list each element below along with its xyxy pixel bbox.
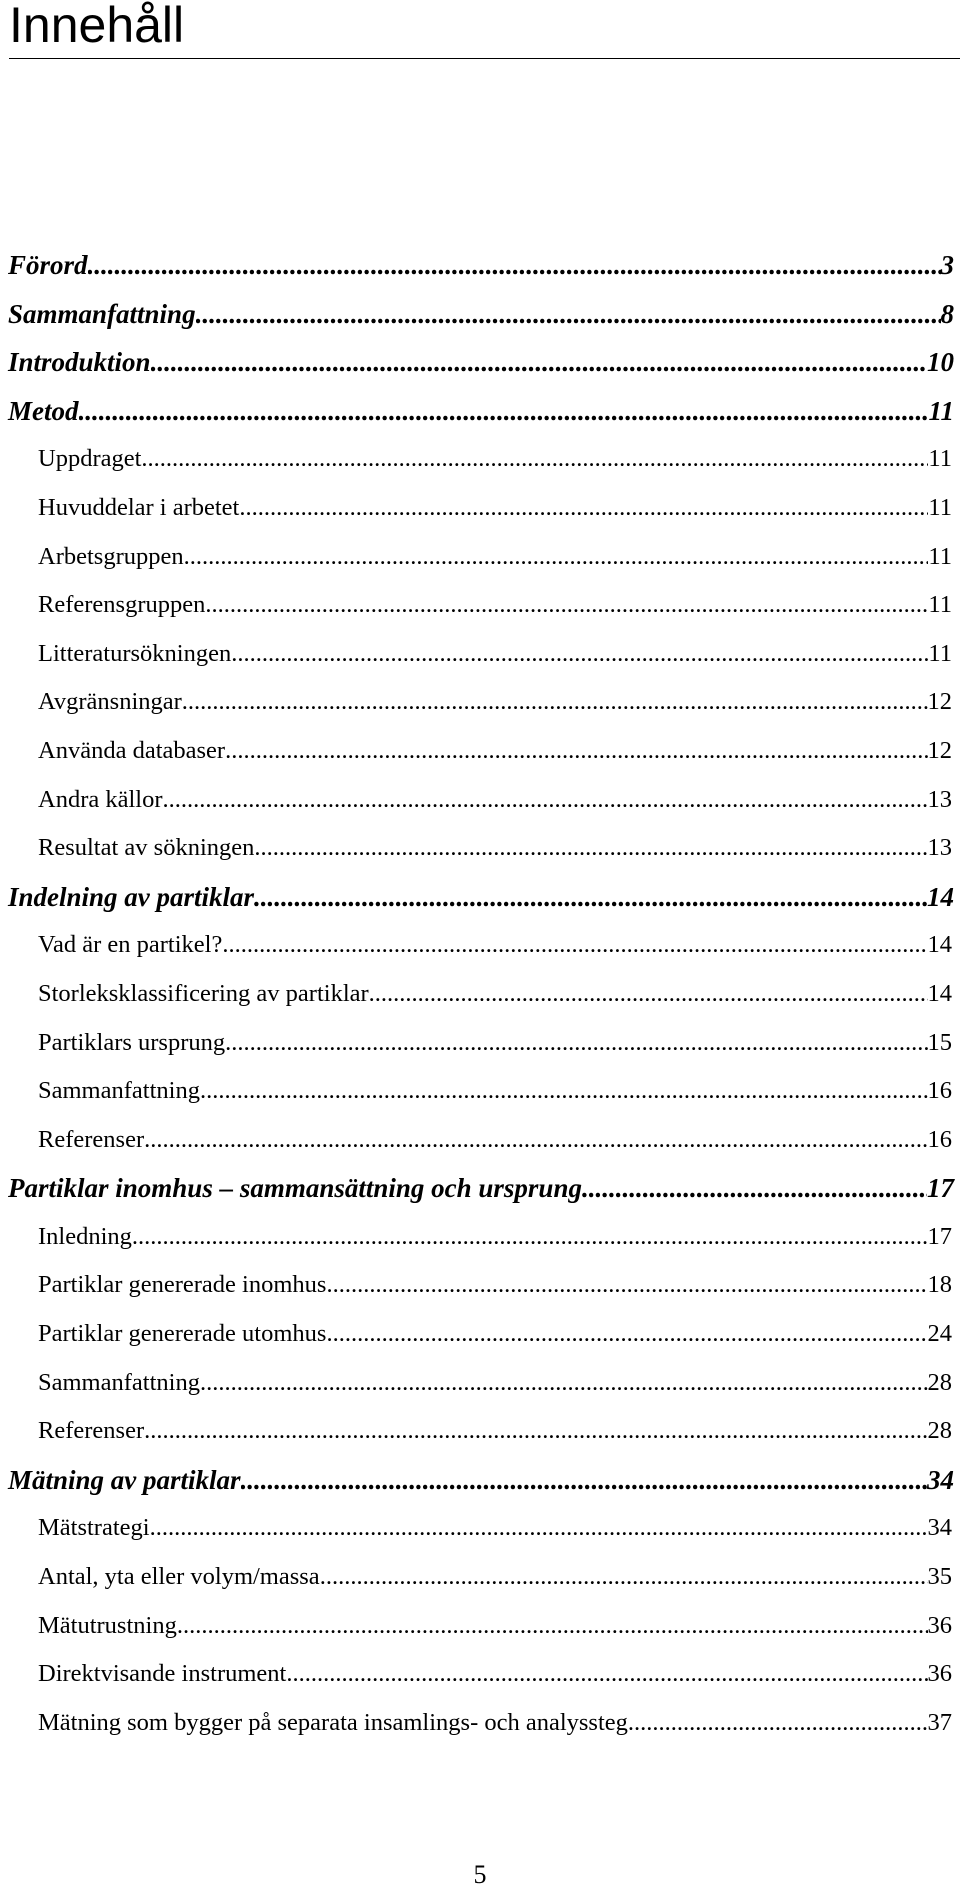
toc-entry-title: Använda databaser [38,736,226,764]
toc-dot-leader [628,1699,928,1748]
toc-entry-page-number: 11 [928,639,952,667]
toc-entry-page-number: 16 [927,1125,952,1153]
toc-dot-leader [196,290,941,339]
toc-dot-leader [184,533,929,582]
toc-entry-title: Mätning av partiklar [8,1464,241,1495]
toc-dot-leader [225,727,927,776]
toc-dot-leader [200,1067,928,1116]
toc-entry-page-number: 17 [927,1173,954,1204]
toc-section-entry[interactable] [0,435,960,484]
toc-entry-title: Storleksklassificering av partiklar [38,979,369,1007]
toc-entry-title: Litteratursökningen [38,639,232,667]
toc-entry-title: Sammanfattning [38,1077,200,1105]
toc-entry-page-number: 12 [927,736,952,764]
toc-entry-title: Referensgruppen [38,591,206,619]
toc-entry-page-number: 3 [940,250,954,280]
toc-section-entry[interactable] [0,1213,960,1262]
toc-entry-title: Introduktion [8,347,151,378]
toc-entry-title: Partiklars ursprung [38,1028,226,1056]
toc-dot-leader [132,1213,928,1262]
toc-entry-title: Partiklar inomhus – sammansättning och ursprung [8,1173,582,1204]
toc-entry-title: Uppdraget [38,445,142,473]
toc-entry-title: Förord [8,250,88,280]
toc-dot-leader [205,581,928,630]
toc-chapter-entry[interactable] [0,290,960,339]
toc-section-entry[interactable] [0,1504,960,1553]
toc-entry-page-number: 36 [927,1660,952,1688]
toc-dot-leader [254,873,927,922]
toc-section-entry[interactable] [0,484,960,533]
toc-section-entry[interactable] [0,1067,960,1116]
toc-entry-page-number: 28 [927,1417,952,1445]
toc-entry-page-number: 36 [927,1611,952,1639]
toc-dot-leader [144,1407,927,1456]
toc-dot-leader [150,1504,928,1553]
toc-entry-page-number: 8 [940,298,954,329]
toc-entry-page-number: 11 [928,591,952,619]
toc-entry-page-number: 11 [928,395,954,426]
toc-chapter-entry[interactable] [0,338,960,387]
toc-dot-leader [369,970,928,1019]
toc-dot-leader [144,1116,927,1165]
page-number: 5 [473,1860,487,1889]
toc-section-entry[interactable] [0,678,960,727]
toc-entry-page-number: 11 [928,493,952,521]
toc-entry-page-number: 14 [927,979,952,1007]
page-title: Innehåll [9,0,185,53]
toc-section-entry[interactable] [0,1602,960,1651]
toc-dot-leader [225,1019,927,1068]
toc-entry-page-number: 13 [927,785,952,813]
toc-entry-page-number: 24 [927,1320,952,1348]
toc-section-entry[interactable] [0,1116,960,1165]
toc-dot-leader [582,1164,927,1213]
toc-entry-title: Huvuddelar i arbetet [38,493,240,521]
toc-section-entry[interactable] [0,970,960,1019]
toc-section-entry[interactable] [0,1407,960,1456]
toc-section-entry[interactable] [0,921,960,970]
toc-section-entry[interactable] [0,1650,960,1699]
toc-dot-leader [222,921,927,970]
toc-section-entry[interactable] [0,727,960,776]
toc-dot-leader [231,630,928,679]
toc-dot-leader [200,1359,928,1408]
toc-entry-title: Inledning [38,1222,132,1250]
title-rule [9,58,960,59]
toc-section-entry[interactable] [0,1553,960,1602]
toc-entry-title: Indelning av partiklar [8,881,255,912]
toc-dot-leader [239,484,928,533]
toc-entry-page-number: 11 [928,542,952,570]
toc-entry-title: Resultat av sökningen [38,834,255,862]
toc-entry-page-number: 12 [927,688,952,716]
toc-section-entry[interactable] [0,776,960,825]
toc-dot-leader [320,1553,928,1602]
toc-entry-title: Direktvisande instrument [38,1660,287,1688]
toc-chapter-entry[interactable] [0,387,960,436]
toc-entry-page-number: 35 [927,1563,952,1591]
toc-entry-page-number: 37 [927,1708,952,1736]
toc-dot-leader [151,338,927,387]
toc-section-entry[interactable] [0,1310,960,1359]
toc-dot-leader [286,1650,927,1699]
toc-dot-leader [163,776,928,825]
toc-section-entry[interactable] [0,581,960,630]
toc-section-entry[interactable] [0,533,960,582]
toc-entry-title: Referenser [38,1417,145,1445]
toc-section-entry[interactable] [0,1359,960,1408]
toc-entry-title: Partiklar genererade utomhus [38,1320,327,1348]
toc-entry-title: Metod [8,395,79,426]
toc-entry-page-number: 11 [928,445,952,473]
table-of-contents [0,241,960,1747]
toc-entry-title: Avgränsningar [38,688,182,716]
toc-entry-page-number: 15 [927,1028,952,1056]
toc-entry-page-number: 17 [927,1222,952,1250]
toc-dot-leader [326,1310,927,1359]
toc-dot-leader [141,435,928,484]
toc-entry-title: Sammanfattning [8,298,196,329]
toc-entry-title: Vad är en partikel? [38,931,223,959]
toc-entry-page-number: 14 [927,881,954,912]
toc-dot-leader [241,1456,927,1505]
toc-dot-leader [79,387,929,436]
toc-dot-leader [177,1602,928,1651]
toc-entry-title: Arbetsgruppen [38,542,184,570]
toc-entry-page-number: 16 [927,1077,952,1105]
toc-entry-title: Mätning som bygger på separata insamlings- och analyssteg [38,1708,628,1736]
toc-entry-page-number: 14 [927,931,952,959]
toc-dot-leader [326,1261,927,1310]
toc-entry-title: Mätstrategi [38,1514,150,1542]
toc-entry-page-number: 34 [927,1464,954,1495]
toc-entry-page-number: 34 [927,1514,952,1542]
toc-section-entry[interactable] [0,630,960,679]
toc-section-entry[interactable] [0,1261,960,1310]
toc-entry-title: Sammanfattning [38,1368,200,1396]
toc-entry-page-number: 18 [927,1271,952,1299]
toc-entry-title: Referenser [38,1125,145,1153]
toc-chapter-entry[interactable] [0,241,960,290]
toc-section-entry[interactable] [0,824,960,873]
toc-entry-title: Mätutrustning [38,1611,177,1639]
toc-dot-leader [182,678,928,727]
toc-section-entry[interactable] [0,1019,960,1068]
toc-entry-title: Andra källor [38,785,163,813]
toc-chapter-entry[interactable] [0,1456,960,1505]
toc-chapter-entry[interactable] [0,1164,960,1213]
toc-section-entry[interactable] [0,1699,960,1748]
toc-chapter-entry[interactable] [0,873,960,922]
toc-dot-leader [88,241,941,290]
toc-entry-page-number: 28 [927,1368,952,1396]
toc-entry-title: Antal, yta eller volym/massa [38,1563,320,1591]
toc-entry-page-number: 13 [927,834,952,862]
toc-entry-page-number: 10 [927,347,954,378]
toc-dot-leader [254,824,927,873]
toc-entry-title: Partiklar genererade inomhus [38,1271,327,1299]
